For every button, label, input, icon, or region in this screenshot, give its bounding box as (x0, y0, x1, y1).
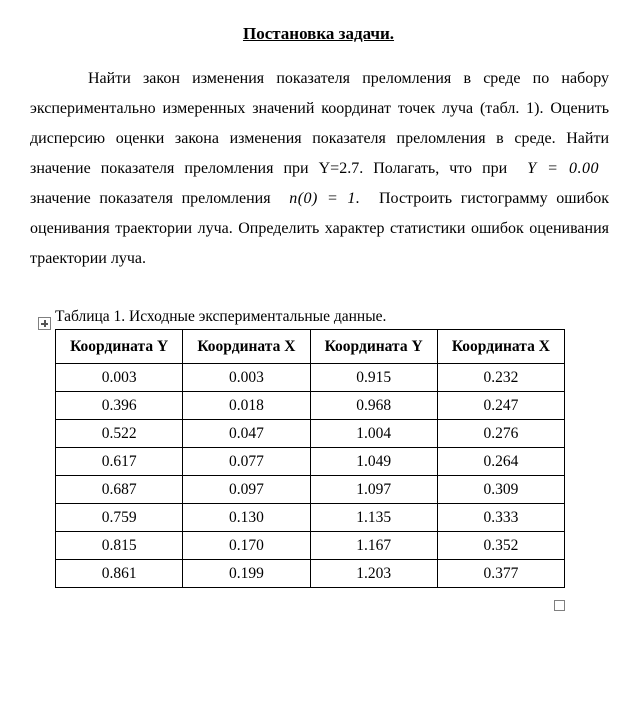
table-cell: 0.815 (56, 532, 183, 560)
table-cell: 1.203 (310, 560, 437, 588)
table-cell: 0.047 (183, 420, 310, 448)
table-row (56, 364, 565, 392)
table-header-cell: Координата Y (56, 330, 183, 364)
paragraph (30, 64, 609, 274)
move-handle-cross-vertical (44, 320, 46, 327)
table-cell: 0.018 (183, 392, 310, 420)
table-cell: 0.617 (56, 448, 183, 476)
table-resize-handle[interactable] (554, 600, 565, 611)
table-cell: 0.861 (56, 560, 183, 588)
table-cell: 1.135 (310, 504, 437, 532)
table-cell: 0.199 (183, 560, 310, 588)
table-cell: 0.003 (183, 364, 310, 392)
table-move-handle-icon[interactable] (38, 317, 51, 330)
table-cell: 0.915 (310, 364, 437, 392)
table-cell: 1.097 (310, 476, 437, 504)
table-header-cell: Координата Y (310, 330, 437, 364)
table-cell: 1.167 (310, 532, 437, 560)
table-cell: 0.396 (56, 392, 183, 420)
paragraph-text-3: Построить гистограмму ошибок оценивания траектории луча. Определить характер статистики ошибок оценивания траектории луча. (30, 190, 610, 267)
table-row (56, 392, 565, 420)
table-row (56, 420, 565, 448)
table-cell: 0.309 (437, 476, 564, 504)
table-cell: 0.130 (183, 504, 310, 532)
table-cell: 0.276 (437, 420, 564, 448)
document-page (0, 24, 637, 715)
table-cell: 1.049 (310, 448, 437, 476)
paragraph-text-1: Найти закон изменения показателя преломления в среде по набору экспериментально измеренных значений координат точек луча (табл. 1). Оценить дисперсию оценки закона изменения показателя преломления в среде. Найти значение показателя преломления при Y=2.7. Полагать, что при (30, 70, 609, 177)
table-cell: 0.377 (437, 560, 564, 588)
table-cell: 0.968 (310, 392, 437, 420)
table-header (56, 330, 565, 364)
table-caption: Таблица 1. Исходные экспериментальные данные. (55, 308, 387, 325)
table-cell: 0.352 (437, 532, 564, 560)
table-cell: 0.170 (183, 532, 310, 560)
table-row (56, 448, 565, 476)
data-table (55, 329, 565, 588)
formula-n-of-zero: n(0) = 1. (289, 190, 361, 207)
table-cell: 0.003 (56, 364, 183, 392)
formula-y-equals-zero: Y = 0.00 (527, 160, 599, 177)
table-header-cell: Координата X (437, 330, 564, 364)
table-cell: 0.759 (56, 504, 183, 532)
table-header-cell: Координата X (183, 330, 310, 364)
table-cell: 0.077 (183, 448, 310, 476)
table-cell: 0.333 (437, 504, 564, 532)
table-cell: 0.687 (56, 476, 183, 504)
table-cell: 0.522 (56, 420, 183, 448)
paragraph-text-2: значение показателя преломления (30, 190, 271, 207)
table-cell: 0.097 (183, 476, 310, 504)
table-header-row (56, 330, 565, 364)
table-cell: 1.004 (310, 420, 437, 448)
table-container (55, 329, 565, 588)
table-row (56, 476, 565, 504)
page-title: Постановка задачи. (242, 24, 395, 43)
table-row (56, 532, 565, 560)
table-body (56, 364, 565, 588)
table-cell: 0.232 (437, 364, 564, 392)
table-row (56, 560, 565, 588)
table-row (56, 504, 565, 532)
table-cell: 0.264 (437, 448, 564, 476)
table-cell: 0.247 (437, 392, 564, 420)
